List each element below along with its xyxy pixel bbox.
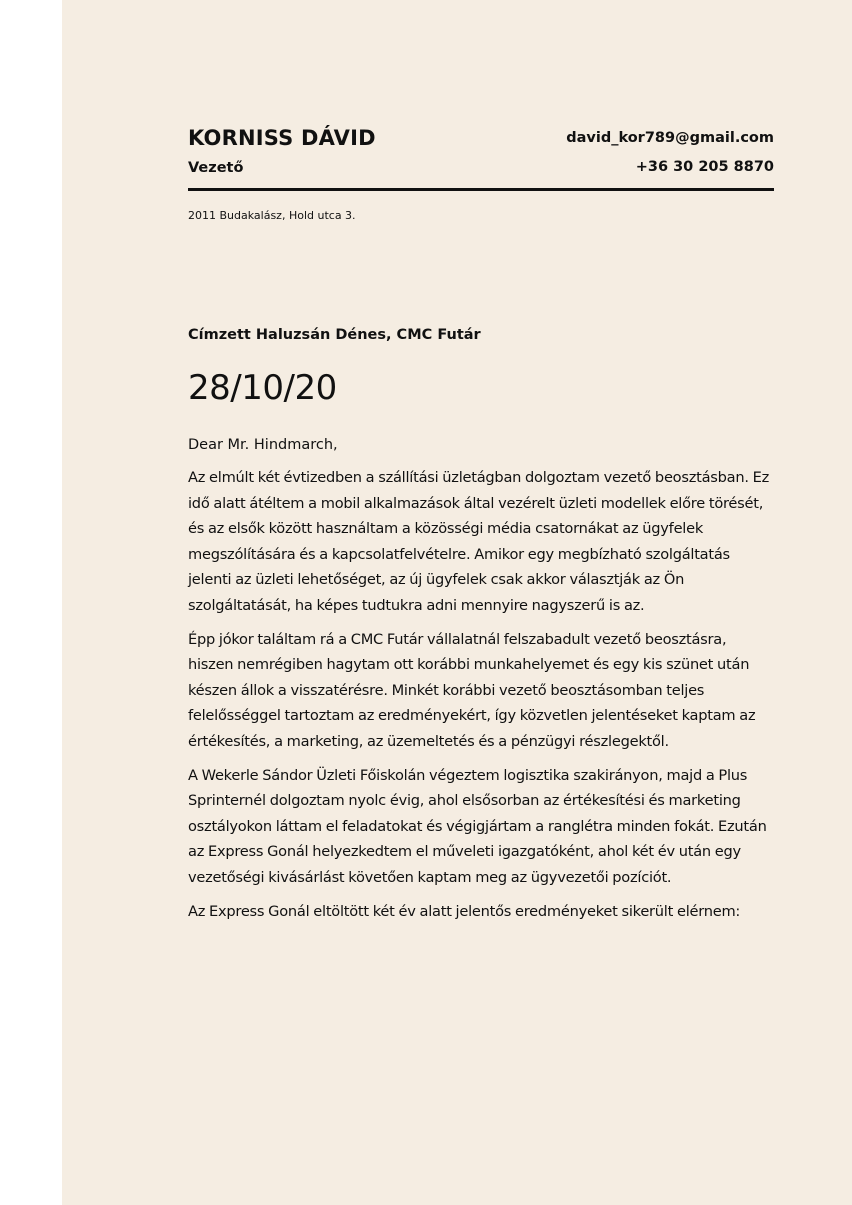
greeting: Dear Mr. Hindmarch,: [188, 437, 338, 453]
body-paragraph: Az Express Gonál eltöltött két év alatt jelentős eredményeket sikerült elérnem:: [188, 902, 741, 920]
body-paragraph: A Wekerle Sándor Üzleti Főiskolán végeztem logisztika szakirányon, majd a Plus Sprinternél dolgoztam nyolc évig, ahol elsősorban az értékesítési és marketing osztályokon láttam el feladatokat és végigjártam a ranglétra minden fokát. Ezután az Express Gonál helyezkedtem el műveleti igazgatóként, ahol két év után egy vezetőségi kivásárlást követően kaptam meg az ügyvezetői pozíciót.: [188, 766, 767, 886]
header-divider: [188, 188, 774, 191]
sender-title: Vezető: [188, 160, 244, 176]
sender-address: 2011 Budakalász, Hold utca 3.: [188, 209, 356, 222]
page-margin: [0, 0, 62, 1205]
letter-date: 28/10/20: [188, 368, 337, 408]
letter-header: [188, 120, 774, 180]
sender-phone: +36 30 205 8870: [635, 159, 774, 175]
sender-email: david_kor789@gmail.com: [566, 130, 774, 146]
letter-content: [188, 120, 774, 920]
body-paragraph: Épp jókor találtam rá a CMC Futár vállalatnál felszabadult vezető beosztásra, hiszen nemrégiben hagytam ott korábbi munkahelyemet és egy kis szünet után készen állok a visszatérésre. Minkét korábbi vezető beosztásomban teljes felelősséggel tartoztam az eredményekért, így közvetlen jelentéseket kaptam az értékesítés, a marketing, az üzemeltetés és a pénzügyi részlegektől.: [188, 630, 756, 750]
sender-name: KORNISS DÁVID: [188, 126, 376, 150]
letter-body: [188, 465, 774, 932]
body-paragraph: Az elmúlt két évtizedben a szállítási üzletágban dolgoztam vezető beosztásban. Ez idő alatt átéltem a mobil alkalmazások által vezérelt üzleti modellek előre törését, és az elsők között használtam a közösségi média csatornákat az ügyfelek megszólítására és a kapcsolatfelvételre. Amikor egy megbízható szolgáltatás jelenti az üzleti lehetőséget, az új ügyfelek csak akkor választják az Ön szolgáltatását, ha képes tudtukra adni mennyire nagyszerű is az.: [188, 469, 770, 614]
recipient-line: Címzett Haluzsán Dénes, CMC Futár: [188, 327, 481, 343]
